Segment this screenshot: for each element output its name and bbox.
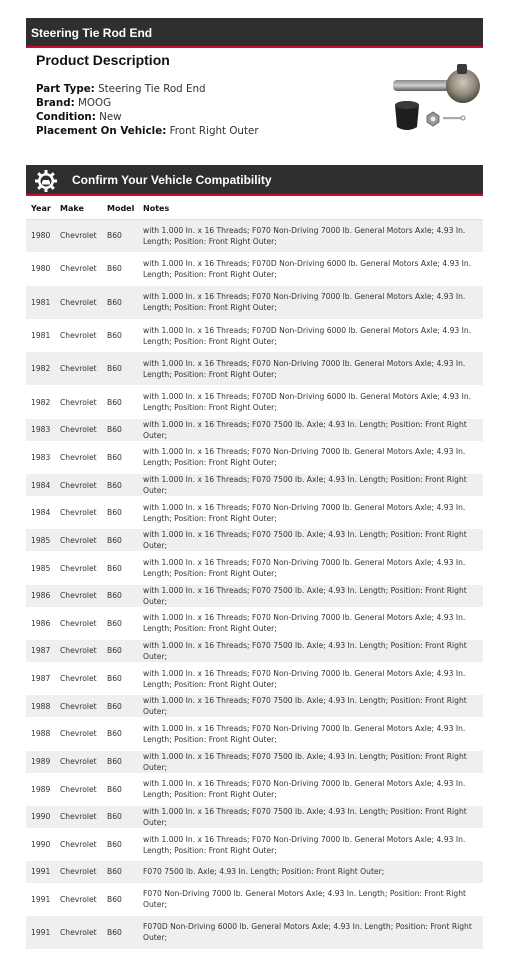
table-row (26, 773, 483, 806)
compatibility-title: Confirm Your Vehicle Compatibility (72, 173, 272, 187)
table-body (26, 219, 483, 949)
cell-make: Chevrolet (55, 695, 102, 717)
cell-year: 1981 (26, 286, 55, 319)
table-row (26, 419, 483, 441)
table-row (26, 695, 483, 717)
cell-notes: F070D Non-Driving 6000 lb. General Motors Axle; 4.93 In. Length; Position: Front Right Outer; (138, 916, 483, 949)
cell-notes: with 1.000 In. x 16 Threads; F070 Non-Driving 7000 lb. General Motors Axle; 4.93 In. Length; Position: Front Right Outer; (138, 828, 483, 861)
table-row (26, 585, 483, 607)
cell-notes: with 1.000 In. x 16 Threads; F070 7500 lb. Axle; 4.93 In. Length; Position: Front Right Outer; (138, 585, 483, 607)
cell-model: B60 (102, 496, 138, 529)
cell-year: 1986 (26, 607, 55, 640)
table-row (26, 640, 483, 662)
table-row (26, 319, 483, 352)
cell-make: Chevrolet (55, 319, 102, 352)
table-row (26, 717, 483, 750)
column-header-year: Year (26, 198, 55, 219)
cell-notes: F070 7500 lb. Axle; 4.93 In. Length; Position: Front Right Outer; (138, 861, 483, 882)
cell-make: Chevrolet (55, 773, 102, 806)
cell-year: 1981 (26, 319, 55, 352)
cell-model: B60 (102, 252, 138, 285)
cell-model: B60 (102, 474, 138, 496)
cell-make: Chevrolet (55, 496, 102, 529)
cell-year: 1980 (26, 219, 55, 252)
cell-notes: with 1.000 In. x 16 Threads; F070 7500 lb. Axle; 4.93 In. Length; Position: Front Right Outer; (138, 751, 483, 773)
cell-model: B60 (102, 773, 138, 806)
cell-make: Chevrolet (55, 529, 102, 551)
cell-year: 1988 (26, 717, 55, 750)
cell-make: Chevrolet (55, 607, 102, 640)
table-row (26, 806, 483, 828)
cell-notes: with 1.000 In. x 16 Threads; F070 7500 lb. Axle; 4.93 In. Length; Position: Front Right Outer; (138, 695, 483, 717)
cell-make: Chevrolet (55, 585, 102, 607)
cell-model: B60 (102, 695, 138, 717)
table-row (26, 252, 483, 285)
column-header-notes: Notes (138, 198, 483, 219)
cell-make: Chevrolet (55, 474, 102, 496)
cell-year: 1982 (26, 352, 55, 385)
cell-model: B60 (102, 551, 138, 584)
cell-notes: with 1.000 In. x 16 Threads; F070D Non-Driving 6000 lb. General Motors Axle; 4.93 In. Length; Position: Front Right Outer; (138, 319, 483, 352)
cell-model: B60 (102, 607, 138, 640)
cell-make: Chevrolet (55, 662, 102, 695)
column-header-make: Make (55, 198, 102, 219)
cell-make: Chevrolet (55, 806, 102, 828)
cell-notes: with 1.000 In. x 16 Threads; F070 Non-Driving 7000 lb. General Motors Axle; 4.93 In. Length; Position: Front Right Outer; (138, 286, 483, 319)
cell-make: Chevrolet (55, 551, 102, 584)
cell-year: 1990 (26, 828, 55, 861)
cell-make: Chevrolet (55, 419, 102, 441)
cell-notes: with 1.000 In. x 16 Threads; F070 7500 lb. Axle; 4.93 In. Length; Position: Front Right Outer; (138, 529, 483, 551)
cell-model: B60 (102, 640, 138, 662)
cell-make: Chevrolet (55, 640, 102, 662)
cell-make: Chevrolet (55, 828, 102, 861)
gear-car-icon (34, 169, 58, 193)
table-row (26, 352, 483, 385)
cell-notes: with 1.000 In. x 16 Threads; F070 7500 lb. Axle; 4.93 In. Length; Position: Front Right Outer; (138, 419, 483, 441)
cell-model: B60 (102, 751, 138, 773)
cell-make: Chevrolet (55, 252, 102, 285)
cell-notes: with 1.000 In. x 16 Threads; F070 Non-Driving 7000 lb. General Motors Axle; 4.93 In. Length; Position: Front Right Outer; (138, 352, 483, 385)
cell-notes: with 1.000 In. x 16 Threads; F070 Non-Driving 7000 lb. General Motors Axle; 4.93 In. Length; Position: Front Right Outer; (138, 662, 483, 695)
cell-notes: with 1.000 In. x 16 Threads; F070 7500 lb. Axle; 4.93 In. Length; Position: Front Right Outer; (138, 806, 483, 828)
cell-year: 1983 (26, 419, 55, 441)
cell-notes: with 1.000 In. x 16 Threads; F070D Non-Driving 6000 lb. General Motors Axle; 4.93 In. Length; Position: Front Right Outer; (138, 252, 483, 285)
cell-model: B60 (102, 352, 138, 385)
cell-model: B60 (102, 529, 138, 551)
cell-model: B60 (102, 441, 138, 474)
field-placement: Placement On Vehicle: Front Right Outer (36, 125, 259, 137)
cell-model: B60 (102, 861, 138, 882)
cell-notes: F070 Non-Driving 7000 lb. General Motors Axle; 4.93 In. Length; Position: Front Right Outer; (138, 883, 483, 916)
cell-year: 1986 (26, 585, 55, 607)
cell-make: Chevrolet (55, 751, 102, 773)
cell-year: 1991 (26, 861, 55, 882)
cell-model: B60 (102, 806, 138, 828)
tie-rod-end-product-photo (383, 60, 483, 135)
table-row (26, 751, 483, 773)
cell-model: B60 (102, 219, 138, 252)
cell-notes: with 1.000 In. x 16 Threads; F070 7500 lb. Axle; 4.93 In. Length; Position: Front Right Outer; (138, 474, 483, 496)
cell-notes: with 1.000 In. x 16 Threads; F070 Non-Driving 7000 lb. General Motors Axle; 4.93 In. Length; Position: Front Right Outer; (138, 551, 483, 584)
cell-notes: with 1.000 In. x 16 Threads; F070D Non-Driving 6000 lb. General Motors Axle; 4.93 In. Length; Position: Front Right Outer; (138, 385, 483, 418)
cell-model: B60 (102, 883, 138, 916)
cell-year: 1987 (26, 640, 55, 662)
cell-year: 1985 (26, 551, 55, 584)
cell-model: B60 (102, 585, 138, 607)
cell-make: Chevrolet (55, 916, 102, 949)
description-heading: Product Description (36, 52, 170, 68)
cell-year: 1982 (26, 385, 55, 418)
cell-year: 1991 (26, 883, 55, 916)
table-row (26, 385, 483, 418)
field-condition: Condition: New (36, 111, 122, 123)
cell-year: 1991 (26, 916, 55, 949)
header-bar (26, 18, 483, 48)
cell-year: 1990 (26, 806, 55, 828)
table-row (26, 607, 483, 640)
table-row (26, 662, 483, 695)
compatibility-bar (26, 165, 483, 196)
cell-year: 1989 (26, 751, 55, 773)
cell-model: B60 (102, 385, 138, 418)
cell-make: Chevrolet (55, 286, 102, 319)
cell-make: Chevrolet (55, 717, 102, 750)
cell-notes: with 1.000 In. x 16 Threads; F070 Non-Driving 7000 lb. General Motors Axle; 4.93 In. Length; Position: Front Right Outer; (138, 219, 483, 252)
table-row (26, 219, 483, 252)
table-row (26, 441, 483, 474)
product-description (36, 52, 376, 138)
cell-notes: with 1.000 In. x 16 Threads; F070 Non-Driving 7000 lb. General Motors Axle; 4.93 In. Length; Position: Front Right Outer; (138, 441, 483, 474)
cell-year: 1980 (26, 252, 55, 285)
cell-notes: with 1.000 In. x 16 Threads; F070 Non-Driving 7000 lb. General Motors Axle; 4.93 In. Length; Position: Front Right Outer; (138, 607, 483, 640)
table-row (26, 286, 483, 319)
cell-year: 1985 (26, 529, 55, 551)
cell-model: B60 (102, 286, 138, 319)
table-row (26, 529, 483, 551)
table-row (26, 883, 483, 916)
table-row (26, 496, 483, 529)
cell-model: B60 (102, 717, 138, 750)
table-row (26, 916, 483, 949)
cell-year: 1983 (26, 441, 55, 474)
compatibility-table (26, 198, 483, 949)
cell-model: B60 (102, 319, 138, 352)
cell-notes: with 1.000 In. x 16 Threads; F070 Non-Driving 7000 lb. General Motors Axle; 4.93 In. Length; Position: Front Right Outer; (138, 717, 483, 750)
table-row (26, 861, 483, 882)
table-row (26, 828, 483, 861)
cell-make: Chevrolet (55, 861, 102, 882)
cell-make: Chevrolet (55, 441, 102, 474)
cell-make: Chevrolet (55, 883, 102, 916)
cell-notes: with 1.000 In. x 16 Threads; F070 7500 lb. Axle; 4.93 In. Length; Position: Front Right Outer; (138, 640, 483, 662)
cell-year: 1989 (26, 773, 55, 806)
cell-notes: with 1.000 In. x 16 Threads; F070 Non-Driving 7000 lb. General Motors Axle; 4.93 In. Length; Position: Front Right Outer; (138, 773, 483, 806)
field-brand: Brand: MOOG (36, 97, 112, 109)
field-part-type: Part Type: Steering Tie Rod End (36, 83, 206, 95)
cell-year: 1987 (26, 662, 55, 695)
cell-model: B60 (102, 828, 138, 861)
table-row (26, 474, 483, 496)
cell-model: B60 (102, 419, 138, 441)
cell-model: B60 (102, 916, 138, 949)
column-header-model: Model (102, 198, 138, 219)
cell-year: 1988 (26, 695, 55, 717)
cell-make: Chevrolet (55, 219, 102, 252)
cell-make: Chevrolet (55, 352, 102, 385)
cell-make: Chevrolet (55, 385, 102, 418)
table-row (26, 551, 483, 584)
header-title: Steering Tie Rod End (31, 26, 153, 40)
cell-year: 1984 (26, 496, 55, 529)
cell-year: 1984 (26, 474, 55, 496)
table-header-row (26, 198, 483, 219)
cell-notes: with 1.000 In. x 16 Threads; F070 Non-Driving 7000 lb. General Motors Axle; 4.93 In. Length; Position: Front Right Outer; (138, 496, 483, 529)
cell-model: B60 (102, 662, 138, 695)
